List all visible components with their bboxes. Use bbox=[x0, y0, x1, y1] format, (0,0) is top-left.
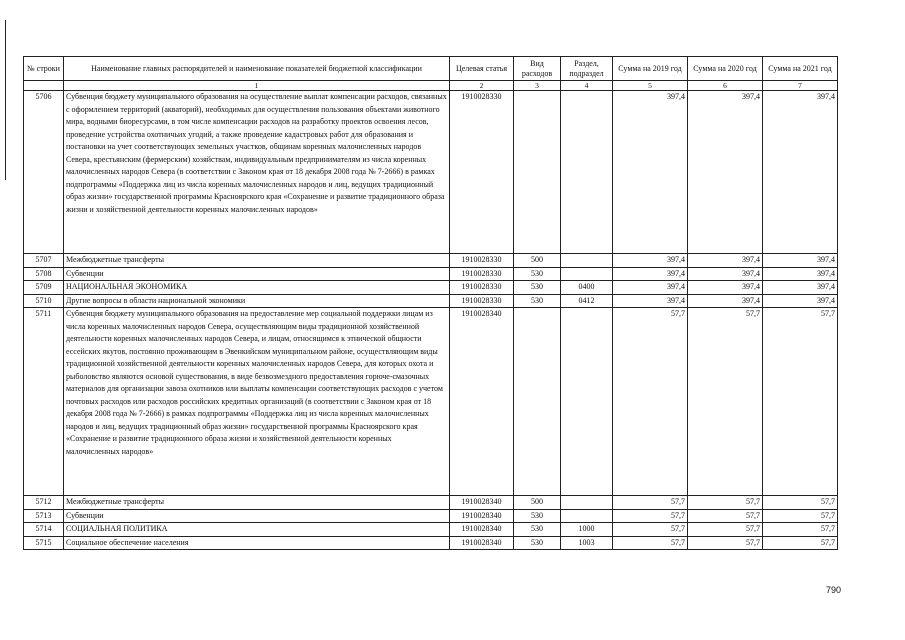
row-name: Межбюджетные трансферты bbox=[64, 254, 450, 268]
header-row-no: № строки bbox=[24, 57, 64, 81]
index-cell: 3 bbox=[514, 81, 561, 91]
row-sum-2021: 57,7 bbox=[763, 509, 838, 523]
row-name: Субвенции bbox=[64, 267, 450, 281]
row-number: 5710 bbox=[24, 294, 64, 308]
header-target: Целевая статья bbox=[450, 57, 514, 81]
row-name: Социальное обеспечение населения bbox=[64, 536, 450, 550]
page-number: 790 bbox=[826, 585, 842, 595]
row-name: Субвенция бюджету муниципального образования на осуществление выплат компенсации расходов, связанных с оформлением территорий (акваторий), необходимых для осуществления пользования объектами животного мира, водными биоресурсами, в том числе компенсации расходов на разработку проектов освоения лесов, проведение устройства охотничьих угодий, а также проведение кадастровых работ для образования и постановки на учет соответствующих земельных участков, общинам коренных малочисленных народов Севера, крестьянским (фермерским) хозяйствам, индивидуальным предпринимателям из числа коренных малочисленных народов Севера (в соответствии с Законом края от 18 декабря 2008 года № 7-2666) в рамках подпрограммы «Поддержка лиц из числа коренных малочисленных народов и лиц, ведущих традиционный образ жизни» государственной программы Красноярского края «Сохранение и развитие традиционного образа жизни и хозяйственной деятельности коренных малочисленных народов» bbox=[64, 91, 450, 254]
row-number: 5715 bbox=[24, 536, 64, 550]
row-sum-2019: 397,4 bbox=[613, 91, 688, 254]
header-sum-2020: Сумма на 2020 год bbox=[688, 57, 763, 81]
header-sum-2021: Сумма на 2021 год bbox=[763, 57, 838, 81]
row-number: 5711 bbox=[24, 308, 64, 496]
index-cell: 1 bbox=[64, 81, 450, 91]
row-sum-2019: 397,4 bbox=[613, 267, 688, 281]
row-sum-2020: 397,4 bbox=[688, 294, 763, 308]
table-row bbox=[24, 91, 838, 254]
row-sum-2020: 397,4 bbox=[688, 254, 763, 268]
row-sum-2019: 397,4 bbox=[613, 254, 688, 268]
row-name: Субвенции bbox=[64, 509, 450, 523]
row-section: 1000 bbox=[561, 523, 613, 537]
row-sum-2019: 57,7 bbox=[613, 308, 688, 496]
table-row bbox=[24, 254, 838, 268]
table-row bbox=[24, 496, 838, 510]
row-sum-2019: 57,7 bbox=[613, 496, 688, 510]
row-section bbox=[561, 267, 613, 281]
index-cell: 2 bbox=[450, 81, 514, 91]
row-target: 1910028330 bbox=[450, 254, 514, 268]
header-expense-type: Вид расходов bbox=[514, 57, 561, 81]
table-row bbox=[24, 509, 838, 523]
row-number: 5712 bbox=[24, 496, 64, 510]
table-row bbox=[24, 281, 838, 295]
index-cell: 6 bbox=[688, 81, 763, 91]
row-sum-2019: 57,7 bbox=[613, 509, 688, 523]
header-sum-2019: Сумма на 2019 год bbox=[613, 57, 688, 81]
row-sum-2021: 57,7 bbox=[763, 523, 838, 537]
row-expense-type: 500 bbox=[514, 496, 561, 510]
row-target: 1910028340 bbox=[450, 509, 514, 523]
budget-table bbox=[23, 56, 838, 550]
row-name: Другие вопросы в области национальной экономики bbox=[64, 294, 450, 308]
row-sum-2020: 397,4 bbox=[688, 281, 763, 295]
row-sum-2021: 397,4 bbox=[763, 294, 838, 308]
row-expense-type: 530 bbox=[514, 509, 561, 523]
row-sum-2019: 397,4 bbox=[613, 281, 688, 295]
row-expense-type bbox=[514, 91, 561, 254]
row-name: Субвенция бюджету муниципального образования на предоставление мер социальной поддержки лицам из числа коренных малочисленных народов Севера, осуществляющим виды традиционной хозяйственной деятельности коренных малочисленных народов Севера, и лицам, относящимся к этнической общности ессейских якутов, постоянно проживающим в Эвенкийском муниципальном районе, осуществляющим виды традиционной хозяйственной деятельности коренных малочисленных народов Севера, для которых охота и рыболовство являются основой существования, в виде безвозмездного предоставления горюче-смазочных материалов для организации завоза охотников или выплаты компенсации соответствующих расходов с учетом почтовых расходов или расходов российских кредитных организаций (в соответствии с Законом края от 18 декабря 2008 года № 7-2666) в рамках подпрограммы «Поддержка лиц из числа коренных малочисленных народов и лиц, ведущих традиционный образ жизни» государственной программы Красноярского края «Сохранение и развитие традиционного образа жизни и хозяйственной деятельности коренных малочисленных народов» bbox=[64, 308, 450, 496]
row-expense-type: 500 bbox=[514, 254, 561, 268]
header-name: Наименование главных распорядителей и наименование показателей бюджетной классификации bbox=[64, 57, 450, 81]
row-section bbox=[561, 254, 613, 268]
row-section bbox=[561, 509, 613, 523]
index-cell: 4 bbox=[561, 81, 613, 91]
row-section bbox=[561, 496, 613, 510]
row-sum-2021: 397,4 bbox=[763, 281, 838, 295]
row-number: 5707 bbox=[24, 254, 64, 268]
row-target: 1910028330 bbox=[450, 294, 514, 308]
index-cell: 7 bbox=[763, 81, 838, 91]
table-row bbox=[24, 523, 838, 537]
row-section bbox=[561, 308, 613, 496]
row-number: 5709 bbox=[24, 281, 64, 295]
row-sum-2021: 397,4 bbox=[763, 267, 838, 281]
row-sum-2019: 57,7 bbox=[613, 536, 688, 550]
row-sum-2019: 57,7 bbox=[613, 523, 688, 537]
row-name: Межбюджетные трансферты bbox=[64, 496, 450, 510]
row-number: 5706 bbox=[24, 91, 64, 254]
table-row bbox=[24, 267, 838, 281]
row-section: 1003 bbox=[561, 536, 613, 550]
row-name: НАЦИОНАЛЬНАЯ ЭКОНОМИКА bbox=[64, 281, 450, 295]
row-sum-2021: 397,4 bbox=[763, 254, 838, 268]
row-target: 1910028340 bbox=[450, 523, 514, 537]
row-target: 1910028340 bbox=[450, 308, 514, 496]
row-expense-type: 530 bbox=[514, 294, 561, 308]
margin-line bbox=[5, 20, 6, 180]
row-sum-2019: 397,4 bbox=[613, 294, 688, 308]
row-target: 1910028330 bbox=[450, 267, 514, 281]
row-sum-2021: 397,4 bbox=[763, 91, 838, 254]
row-sum-2020: 397,4 bbox=[688, 91, 763, 254]
row-sum-2020: 57,7 bbox=[688, 509, 763, 523]
header-row bbox=[24, 57, 838, 81]
row-sum-2020: 57,7 bbox=[688, 523, 763, 537]
table-row bbox=[24, 308, 838, 496]
index-cell: 5 bbox=[613, 81, 688, 91]
row-section: 0412 bbox=[561, 294, 613, 308]
table-row bbox=[24, 536, 838, 550]
row-name: СОЦИАЛЬНАЯ ПОЛИТИКА bbox=[64, 523, 450, 537]
row-number: 5708 bbox=[24, 267, 64, 281]
header-section: Раздел, подраздел bbox=[561, 57, 613, 81]
table-row bbox=[24, 294, 838, 308]
index-cell bbox=[24, 81, 64, 91]
row-number: 5714 bbox=[24, 523, 64, 537]
row-sum-2021: 57,7 bbox=[763, 308, 838, 496]
column-index-row bbox=[24, 81, 838, 91]
row-sum-2021: 57,7 bbox=[763, 496, 838, 510]
row-expense-type: 530 bbox=[514, 267, 561, 281]
row-sum-2020: 57,7 bbox=[688, 536, 763, 550]
row-target: 1910028330 bbox=[450, 281, 514, 295]
row-target: 1910028340 bbox=[450, 496, 514, 510]
row-sum-2020: 397,4 bbox=[688, 267, 763, 281]
row-sum-2021: 57,7 bbox=[763, 536, 838, 550]
row-sum-2020: 57,7 bbox=[688, 496, 763, 510]
row-expense-type: 530 bbox=[514, 281, 561, 295]
row-expense-type bbox=[514, 308, 561, 496]
row-section: 0400 bbox=[561, 281, 613, 295]
row-sum-2020: 57,7 bbox=[688, 308, 763, 496]
row-number: 5713 bbox=[24, 509, 64, 523]
row-target: 1910028340 bbox=[450, 536, 514, 550]
row-expense-type: 530 bbox=[514, 536, 561, 550]
row-section bbox=[561, 91, 613, 254]
row-target: 1910028330 bbox=[450, 91, 514, 254]
row-expense-type: 530 bbox=[514, 523, 561, 537]
